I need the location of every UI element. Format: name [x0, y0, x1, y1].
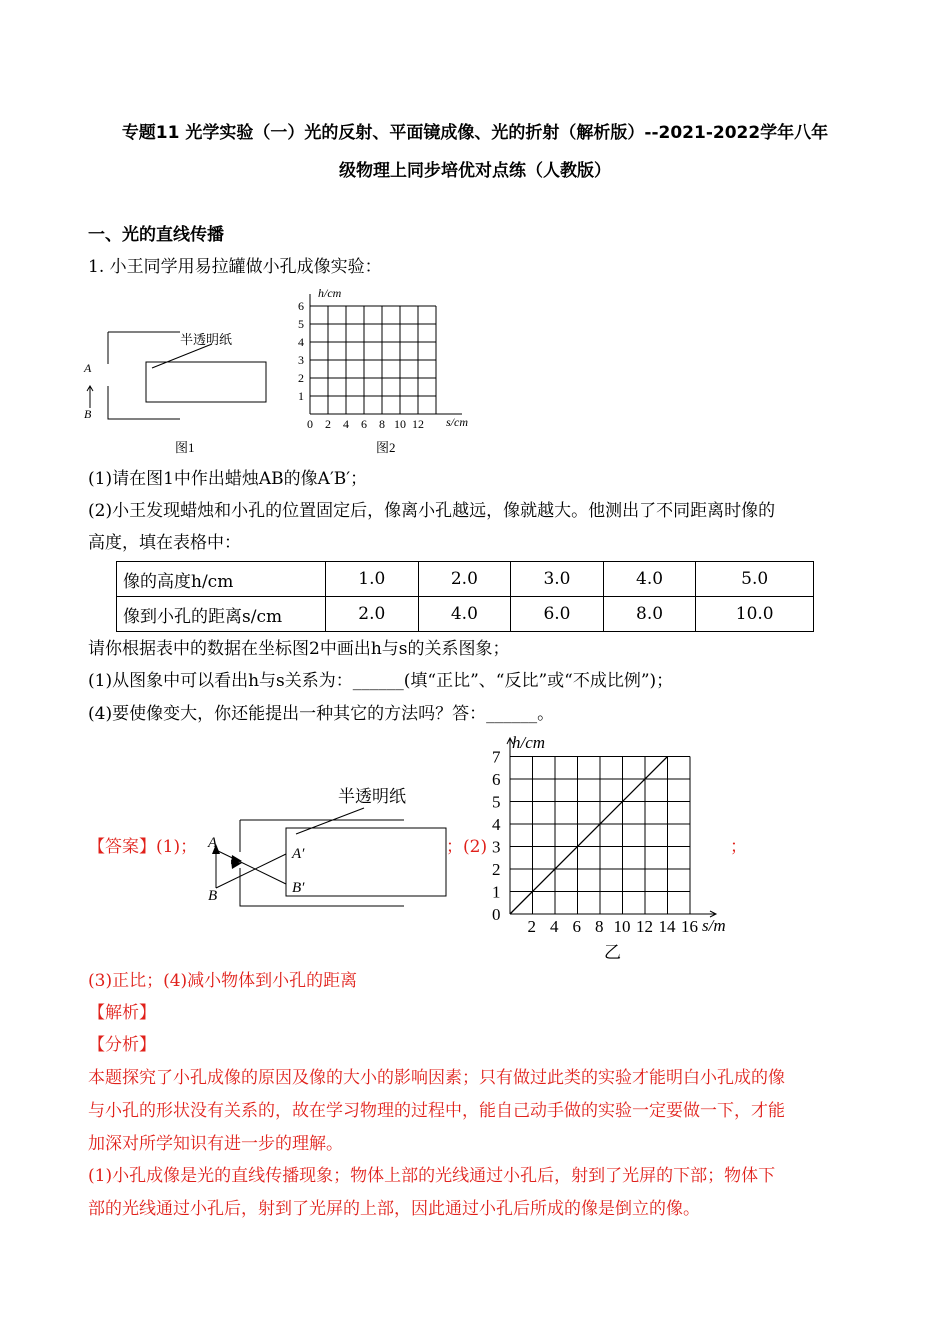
table-cell: 3.0 [511, 562, 604, 597]
answer-fig-label-a2: A′ [292, 846, 305, 862]
part-5-text: (4)要使像变大，你还能提出一种其它的方法吗？答：______。 [88, 704, 555, 724]
y-tick-label: 1 [492, 882, 501, 902]
table-cell: 像到小孔的距离s/cm [117, 597, 326, 632]
table-row [117, 597, 814, 632]
x-tick-label: 14 [658, 917, 676, 936]
answer-sep-2: ；(2) [446, 837, 488, 857]
answer-figure-rays [198, 780, 448, 910]
table-cell: 6.0 [511, 597, 604, 632]
fig1-caption: 图1 [175, 440, 195, 455]
y-tick-label: 5 [298, 317, 304, 331]
y-tick-label: 6 [492, 770, 501, 789]
figure-2-grid [290, 280, 490, 460]
x-tick-label: 12 [636, 917, 653, 936]
table-cell: 8.0 [603, 597, 696, 632]
y-tick-label: 0 [492, 905, 501, 924]
answer-fig-label-b: B [208, 888, 218, 904]
answer-figure-graph [480, 728, 740, 964]
x-tick-label: 10 [613, 917, 631, 936]
y-tick-label: 2 [492, 860, 501, 879]
question-stem: 1. 小王同学用易拉罐做小孔成像实验： [88, 257, 382, 277]
fenxi-label: 【分析】 [88, 1035, 156, 1055]
y-tick-label: 2 [298, 371, 304, 385]
answer-sep-end: ； [730, 837, 747, 857]
answer-fig-label-b2: B′ [292, 880, 305, 896]
y-tick-label: 3 [492, 837, 501, 857]
x-tick-label: 6 [572, 917, 581, 936]
table-cell: 2.0 [418, 562, 511, 597]
x-tick-label: 8 [379, 417, 385, 431]
fig2-ylabel: h/cm [318, 286, 342, 300]
analysis-line-3: 加深对所学知识有进一步的理解。 [88, 1134, 343, 1154]
x-tick-label: 2 [527, 917, 536, 936]
table-row [117, 562, 814, 597]
x-tick-label: 4 [343, 417, 349, 431]
y-tick-label: 4 [298, 335, 304, 349]
x-tick-label: 10 [394, 417, 406, 431]
answer-prefix: 【答案】(1)； [88, 837, 198, 857]
x-tick-label: 2 [325, 417, 331, 431]
x-tick-label: 0 [307, 417, 313, 431]
table-cell: 10.0 [696, 597, 814, 632]
answer-line-3: (3)正比；(4)减小物体到小孔的距离 [88, 971, 358, 991]
part-2-text-a: (2)小王发现蜡烛和小孔的位置固定后，像离小孔越远，像就越大。他测出了不同距离时像的 [88, 501, 776, 521]
analysis-line-1: 本题探究了小孔成像的原因及像的大小的影响因素；只有做过此类的实验才能明白小孔成的像 [88, 1068, 785, 1088]
table-cell: 4.0 [418, 597, 511, 632]
table-cell: 5.0 [696, 562, 814, 597]
part-1-text: (1)请在图1中作出蜡烛AB的像A′B′； [88, 469, 368, 489]
table-cell: 1.0 [326, 562, 419, 597]
part-2-text-b: 高度，填在表格中： [88, 533, 241, 553]
answer-fig-paper-label: 半透明纸 [338, 787, 406, 806]
answer-fig-label-a: A [208, 835, 218, 851]
answer-graph-xlabel: s/m [702, 916, 726, 935]
part-4-text: (1)从图象中可以看出h与s关系为：______(填“正比”、“反比”或“不成比例”)； [88, 671, 674, 691]
doc-title-line1: 专题11 光学实验（一）光的反射、平面镜成像、光的折射（解析版）--2021-2022学年八年 [121, 123, 829, 143]
fig1-label-b: B [84, 407, 92, 421]
y-tick-label: 3 [298, 353, 304, 367]
fig1-paper-label: 半透明纸 [180, 332, 233, 347]
x-tick-label: 8 [595, 917, 604, 936]
analysis-line-4: (1)小孔成像是光的直线传播现象；物体上部的光线通过小孔后，射到了光屏的下部；物体下 [88, 1166, 776, 1186]
data-line [510, 757, 668, 915]
data-table [116, 561, 814, 632]
jiexi-label: 【解析】 [88, 1003, 156, 1023]
y-tick-label: 4 [492, 815, 501, 834]
x-tick-label: 12 [412, 417, 424, 431]
x-tick-label: 6 [361, 417, 367, 431]
y-tick-label: 1 [298, 389, 304, 403]
section-heading: 一、光的直线传播 [88, 225, 224, 245]
y-tick-label: 5 [492, 792, 501, 812]
fig1-label-a: A [84, 361, 92, 375]
x-tick-label: 16 [681, 917, 698, 936]
analysis-line-5: 部的光线通过小孔后，射到了光屏的上部，因此通过小孔后所成的像是倒立的像。 [88, 1199, 700, 1219]
figure-1-pinhole [80, 320, 280, 460]
answer-graph-caption: 乙 [604, 943, 621, 962]
fig2-xlabel: s/cm [446, 415, 468, 429]
doc-title-line2: 级物理上同步培优对点练（人教版） [339, 161, 611, 181]
table-cell: 2.0 [326, 597, 419, 632]
part-3-text: 请你根据表中的数据在坐标图2中画出h与s的关系图象； [88, 639, 510, 659]
analysis-line-2: 与小孔的形状没有关系的，故在学习物理的过程中，能自己动手做的实验一定要做一下，才能 [88, 1101, 785, 1121]
y-tick-label: 6 [298, 299, 304, 313]
table-cell: 像的高度h/cm [117, 562, 326, 597]
answer-graph-ylabel: h/cm [512, 733, 546, 752]
table-cell: 4.0 [603, 562, 696, 597]
y-tick-label: 7 [492, 747, 501, 767]
x-tick-label: 4 [550, 917, 559, 936]
fig2-caption: 图2 [376, 440, 396, 455]
